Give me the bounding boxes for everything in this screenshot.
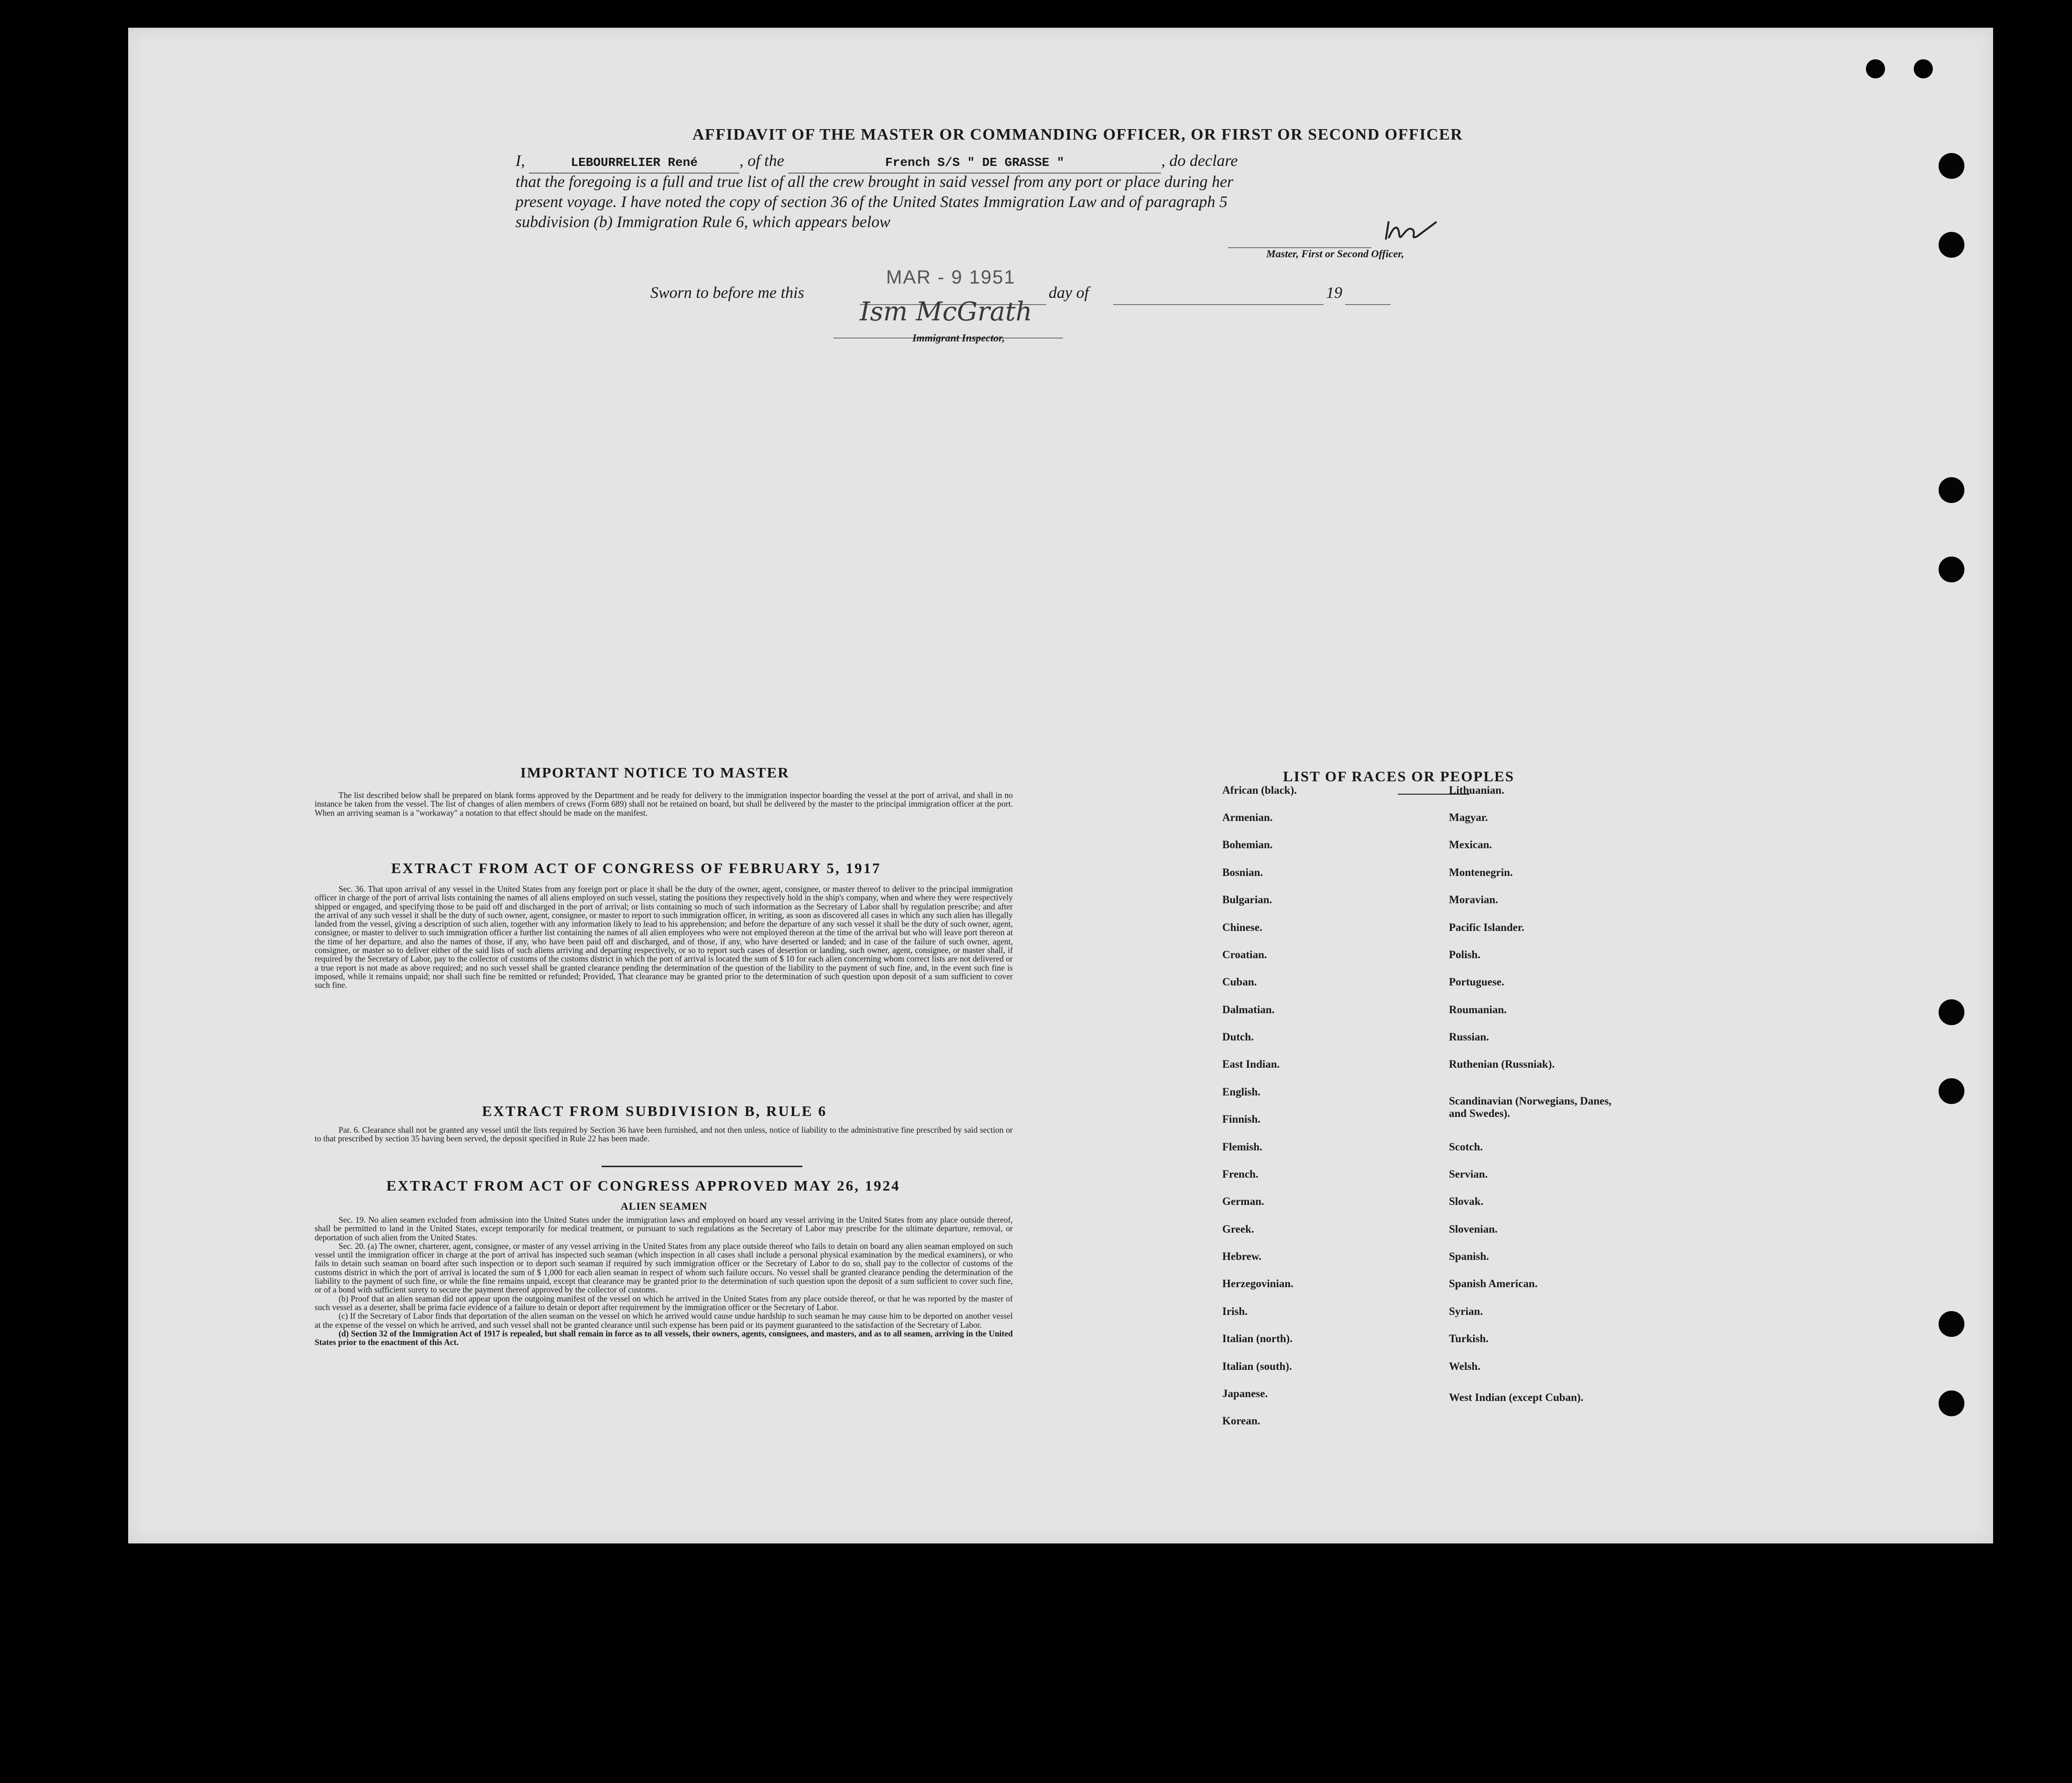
- race-item: Italian (south).: [1222, 1360, 1292, 1372]
- punch-hole: [1914, 59, 1933, 78]
- race-item: Croatian.: [1222, 949, 1267, 961]
- race-item: Moravian.: [1449, 894, 1498, 906]
- punch-hole: [1939, 153, 1964, 179]
- race-item: Dutch.: [1222, 1031, 1254, 1043]
- affidavit-line-1: [515, 151, 1238, 174]
- race-item: Cuban.: [1222, 976, 1257, 988]
- race-item: Lithuanian.: [1449, 784, 1504, 796]
- race-item: Spanish.: [1449, 1250, 1489, 1262]
- sec-20a-text: Sec. 20. (a) The owner, charterer, agent, consignee, or master of any vessel arriving in the United States from any place outside thereof who fails to detain on board any alien seaman employed on such vessel until the immigration officer in charge at the port of arrival has inspected such seaman (which inspection in all cases shall include a personal physical examination by the medical examiners), or who fails to detain such seaman on board after such inspection or to deport such seaman if required by such immigration officer or the Secretary of Labor to do so, shall pay to the collector of customs of the customs district in which the port of arrival is located the sum of $ 1,000 for each alien seaman in respect of whom such failure occurs. No vessel shall be granted clearance pending the determination of the liability to the payment of such fine, or while the fine remains unpaid, except that clearance may be granted prior to the determination of such question upon the deposit of a sum sufficient to cover such fine, or of a bond with sufficient surety to secure the payment thereof approved by the collector of customs.: [315, 1241, 1013, 1295]
- sec-20c-text: (c) If the Secretary of Labor finds that deportation of the alien seaman on the vessel on which he arrived would cause undue hardship to such seaman he may cause him to be deported on another vessel at the expense of the vessel on which he arrived, and such vessel shall not be granted clearance until such expense has been paid or its payment guaranteed to the satisfaction of the Secretary of Labor.: [315, 1311, 1013, 1330]
- punch-hole: [1866, 59, 1885, 78]
- race-item: Scotch.: [1449, 1141, 1483, 1153]
- signature-caption: Master, First or Second Officer,: [1266, 248, 1404, 260]
- race-item: Mexican.: [1449, 839, 1492, 851]
- master-name: LEBOURRELIER René: [570, 155, 698, 170]
- vessel-name: French S/S " DE GRASSE ": [885, 155, 1064, 170]
- race-item: Servian.: [1449, 1168, 1488, 1180]
- race-item: Slovak.: [1449, 1195, 1484, 1207]
- extract-1917-text: Sec. 36. That upon arrival of any vessel in the United States from any foreign port or place it shall be the duty of the owner, agent, consignee, or master thereof to deliver to the principal immigration officer in charge of the port of arrival lists containing the names of all aliens employed on such vessel, stating the positions they respectively hold in the ship's company, when and where they were respectively shipped or engaged, and specifying those to be paid off and discharged in the port of arrival; or lists containing so much of such information as the Secretary of Labor shall by regulation prescribe; and after the arrival of any such vessel it shall be the duty of such owner, agent, consignee, or master to report to such immigration officer, in writing, as soon as discovered all cases in which any such alien has illegally landed from the vessel, giving a description of such alien, together with any information likely to lead to his apprehension; and before the departure of any such vessel it shall be the duty of such owner, agent, consignee, or master to deliver to such immigration officer a further list containing the names of all alien employees who were not employed thereon at the time of the arrival but who will leave port thereon at the time of her departure, and also the names of those, if any, who have been paid off and discharged, and of those, if any, who have deserted or landed; and in case of the failure of such owner, agent, consignee, or master so to deliver either of the said lists of such aliens arriving and departing respectively, or so to report such cases of desertion or landing, such owner, agent, consignee, or master shall, if required by the Secretary of Labor, pay to the collector of customs of the customs district in which the port of arrival is located the sum of $ 10 for each alien concerning whom correct lists are not delivered or a true report is not made as above required; and no such vessel shall be granted clearance pending the determination of the question of the liability to the payment of such fine, and, in the event such fine is imposed, while it remains unpaid; nor shall such fine be remitted or refunded; Provided, That clearance may be granted prior to the determination of such question upon deposit of a sum sufficient to cover such fine.: [315, 884, 1013, 990]
- race-item: Bulgarian.: [1222, 894, 1272, 906]
- extract-1917-title: EXTRACT FROM ACT OF CONGRESS OF FEBRUARY 5, 1917: [391, 860, 881, 876]
- section-divider: [602, 1166, 802, 1167]
- manifest-page: [128, 28, 1993, 1543]
- race-item: Finnish.: [1222, 1113, 1261, 1125]
- race-item: Magyar.: [1449, 811, 1488, 823]
- extract-1924-body: [315, 1215, 1013, 1346]
- sec-20b-text: (b) Proof that an alien seaman did not appear upon the outgoing manifest of the vessel on which he arrived in the United States from any place outside thereof, or that he was reported by the master of such vessel as a deserter, shall be prima facie evidence of a failure to detain or deport after requirement by the immigration officer or the Secretary of Labor.: [315, 1293, 1013, 1312]
- race-item: Syrian.: [1449, 1305, 1483, 1317]
- punch-hole: [1939, 1078, 1964, 1104]
- race-item: Herzegovinian.: [1222, 1278, 1294, 1290]
- race-item: Italian (north).: [1222, 1333, 1293, 1345]
- sworn-label: Sworn to before me this: [650, 284, 804, 302]
- affidavit-title: AFFIDAVIT OF THE MASTER OR COMMANDING OFFICER, OR FIRST OR SECOND OFFICER: [692, 126, 1463, 143]
- race-item: German.: [1222, 1195, 1264, 1207]
- race-item: Pacific Islander.: [1449, 921, 1524, 933]
- notice-text: The list described below shall be prepared on blank forms approved by the Department and be ready for delivery to the immigration inspector boarding the vessel at the port of arrival, and shall in no instance be taken from the vessel. The list of changes of alien members of crews (Form 689) shall not be retained on board, but shall be delivered by the master to the principal immigration officer at the port. When an arriving seaman is a "workaway" a notation to that effect should be made on the manifest.: [315, 790, 1013, 818]
- month-line: [1113, 304, 1324, 305]
- of-the-label: , of the: [739, 152, 784, 170]
- race-item: African (black).: [1222, 784, 1297, 796]
- sec-19-text: Sec. 19. No alien seamen excluded from admission into the United States under the immigration laws and employed on board any vessel arriving in the United States from any place outside thereof, shall be permitted to land in the United States, except temporarily for medical treatment, or pursuant to such regulations as the Secretary of Labor may prescribe for the ultimate departure, removal, or deportation of such alien from the United States.: [315, 1215, 1013, 1242]
- year-line: [1345, 304, 1391, 305]
- race-item: Hebrew.: [1222, 1250, 1261, 1262]
- race-item: Bohemian.: [1222, 839, 1273, 851]
- date-stamp: MAR - 9 1951: [886, 267, 1016, 288]
- race-item: Bosnian.: [1222, 866, 1263, 878]
- race-item: Greek.: [1222, 1223, 1254, 1235]
- race-item: Flemish.: [1222, 1141, 1262, 1153]
- year-prefix: 19: [1326, 284, 1342, 302]
- races-title: LIST OF RACES OR PEOPLES: [1283, 768, 1514, 785]
- extract-1924-subtitle: ALIEN SEAMEN: [621, 1200, 708, 1212]
- race-item: Scandinavian (Norwegians, Danes, and Swedes).: [1449, 1095, 1612, 1119]
- race-item: Montenegrin.: [1449, 866, 1513, 878]
- extract-rule6-text: Par. 6. Clearance shall not be granted any vessel until the lists required by Section 36 have been furnished, and not then unless, notice of liability to the administrative fine prescribed by said section or to that prescribed by section 35 having been served, the deposit specified in Rule 22 has been made.: [315, 1125, 1013, 1144]
- extract-1924-title: EXTRACT FROM ACT OF CONGRESS APPROVED MAY 26, 1924: [386, 1177, 900, 1194]
- affidavit-line-3: present voyage. I have noted the copy of section 36 of the United States Immigration Law and of paragraph 5: [515, 193, 1228, 211]
- punch-hole: [1939, 557, 1964, 582]
- punch-hole: [1939, 232, 1964, 258]
- punch-hole: [1939, 1390, 1964, 1416]
- punch-hole: [1939, 477, 1964, 503]
- punch-hole: [1939, 1311, 1964, 1337]
- race-item: Ruthenian (Russniak).: [1449, 1058, 1555, 1070]
- punch-hole: [1939, 999, 1964, 1025]
- race-item: Armenian.: [1222, 811, 1273, 823]
- race-item: Japanese.: [1222, 1388, 1268, 1400]
- race-item: Turkish.: [1449, 1333, 1489, 1345]
- extract-rule6-title: EXTRACT FROM SUBDIVISION B, RULE 6: [482, 1103, 827, 1119]
- race-item: French.: [1222, 1168, 1259, 1180]
- sec-20d-text: (d) Section 32 of the Immigration Act of 1917 is repealed, but shall remain in force as to all vessels, their owners, agents, consignees, and masters, and as to all seamen, arriving in the United States prior to the enactment of this Act.: [315, 1328, 1013, 1347]
- race-item: Spanish American.: [1449, 1278, 1538, 1290]
- inspector-caption: Immigrant Inspector,: [912, 332, 1005, 344]
- day-of-label: day of: [1049, 284, 1089, 302]
- race-item: Korean.: [1222, 1415, 1261, 1427]
- race-item: Dalmatian.: [1222, 1004, 1275, 1016]
- race-item: Russian.: [1449, 1031, 1489, 1043]
- race-item: Chinese.: [1222, 921, 1262, 933]
- race-item: Welsh.: [1449, 1360, 1480, 1372]
- race-item: East Indian.: [1222, 1058, 1280, 1070]
- race-item: Irish.: [1222, 1305, 1248, 1317]
- notice-title: IMPORTANT NOTICE TO MASTER: [520, 764, 789, 781]
- affidavit-line-2: that the foregoing is a full and true list of all the crew brought in said vessel from any port or place during her: [515, 173, 1234, 191]
- race-item: West Indian (except Cuban).: [1449, 1391, 1584, 1403]
- race-item: Polish.: [1449, 949, 1480, 961]
- race-item: English.: [1222, 1086, 1261, 1098]
- do-declare-label: , do declare: [1161, 152, 1238, 170]
- inspector-signature: Ism McGrath: [860, 296, 1032, 327]
- i-label: I,: [515, 152, 525, 170]
- affidavit-line-4: subdivision (b) Immigration Rule 6, which appears below: [515, 213, 890, 231]
- race-item: Slovenian.: [1449, 1223, 1498, 1235]
- race-item: Portuguese.: [1449, 976, 1504, 988]
- race-item: Roumanian.: [1449, 1004, 1507, 1016]
